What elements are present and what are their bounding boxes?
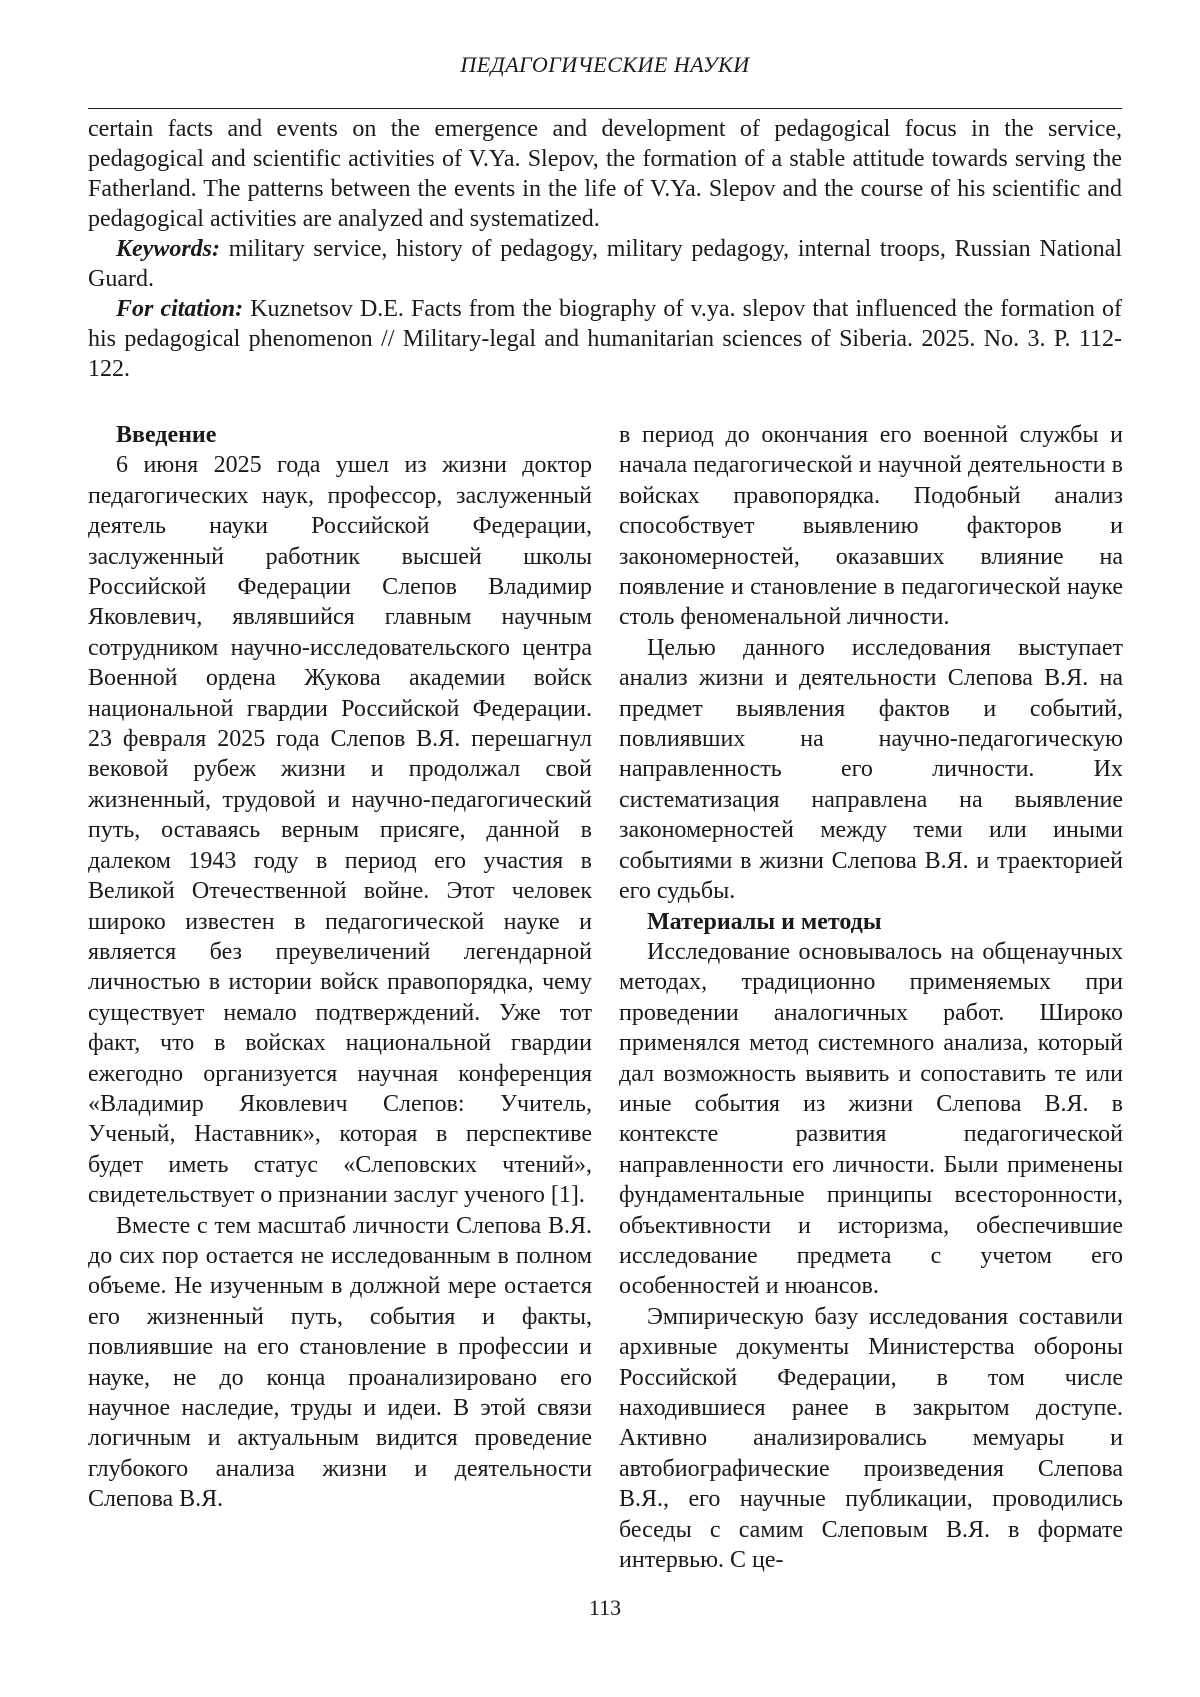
keywords-paragraph [88,234,1122,294]
citation-paragraph [88,294,1122,384]
methods-paragraph-2: Эмпирическую базу исследования составили архивные документы Министерства обороны Российской Федерации, в том числе находившиеся ранее в закрытом доступе. Активно анализировались мемуары и автобиографические произведения Слепова В.Я., его научные публикации, проводились беседы с самим Слеповым В.Я. в формате интервью. С це- [619,1303,1123,1574]
english-abstract [88,114,1122,384]
abstract-continuation: certain facts and events on the emergence and development of pedagogical focus in the service, pedagogical and scientific activities of V.Ya. Slepov, the formation of a stable attitude towards serving the Fatherland. The patterns between the events in the life of V.Ya. Slepov and the course of his scientific and pedagogical activities are analyzed and systematized. [88,116,1122,232]
citation-text: Kuznetsov D.E. Facts from the biography of v.ya. slepov that influenced the formation of his pedagogical phenomenon // Military-legal and humanitarian sciences of Siberia. 2025. No. 3. P. 112-122. [88,296,1122,382]
intro-paragraph-2: Вместе с тем масштаб личности Слепова В.Я. до сих пор остается не исследованным в полном объеме. Не изученным в должной мере остается его жизненный путь, события и факты, повлиявшие на его становление в профессии и науке, не до конца проанализировано его научное наследие, труды и идеи. В этой связи логичным и актуальным видится проведение глубокого анализа жизни и деятельности Слепова В.Я. [88,1212,592,1513]
section-heading-methods: Материалы и методы [647,908,882,935]
intro-paragraph-3: Целью данного исследования выступает анализ жизни и деятельности Слепова В.Я. на предмет выявления фактов и событий, повлиявших на научно-педагогическую направленность его личности. Их систематизация направлена на выявление закономерностей между теми или иными событиями в жизни Слепова В.Я. и траекторией его судьбы. [619,634,1123,905]
header-rule [88,108,1122,109]
page-number: 113 [588,1595,622,1620]
intro-paragraph-1: 6 июня 2025 года ушел из жизни доктор педагогических наук, профессор, заслуженный деятель науки Российской Федерации, заслуженный работник высшей школы Российской Федерации Слепов Владимир Яковлевич, являвшийся главным научным сотрудником научно-исследовательского центра Военной ордена Жукова академии войск национальной гвардии Российской Федерации. 23 февраля 2025 года Слепов В.Я. перешагнул вековой рубеж жизни и продолжал свой жизненный, трудовой и научно-педагогический путь, оставаясь верным присяге, данной в далеком 1943 году в период его участия в Великой Отечественной войне. Этот человек широко известен в педагогической науке и является без преувеличений легендарной личностью в истории войск правопорядка, чему существует немало подтверждений. Уже тот факт, что в войсках национальной гвардии ежегодно организуется научная конференция «Владимир Яковлевич Слепов: Учитель, Ученый, Наставник», которая в перспективе будет иметь статус «Слеповских чтений», свидетельствует о признании заслуг ученого [1]. [88,452,592,1209]
keywords-label: Keywords: [116,236,220,262]
left-column [88,420,592,1515]
section-heading-introduction: Введение [116,422,217,448]
intro-paragraph-2-continued: в период до окончания его военной службы и начала педагогической и научной деятельности в войсках правопорядка. Подобный анализ способствует выявлению факторов и закономерностей, оказавших влияние на появление и становление в педагогической науке столь феноменальной личности. [619,422,1123,631]
citation-label: For citation: [116,296,244,322]
keywords-text: military service, history of pedagogy, military pedagogy, internal troops, Russian National Guard. [88,236,1122,292]
right-column [619,420,1123,1575]
running-head: ПЕДАГОГИЧЕСКИЕ НАУКИ [460,52,750,77]
methods-paragraph-1: Исследование основывалось на общенаучных методах, традиционно применяемых при проведении аналогичных работ. Широко применялся метод системного анализа, который дал возможность выявить и сопоставить те или иные события из жизни Слепова В.Я. в контексте развития педагогической направленности его личности. Были применены фундаментальные принципы всесторонности, объективности и историзма, обеспечившие исследование предмета с учетом его особенностей и нюансов. [619,938,1123,1300]
